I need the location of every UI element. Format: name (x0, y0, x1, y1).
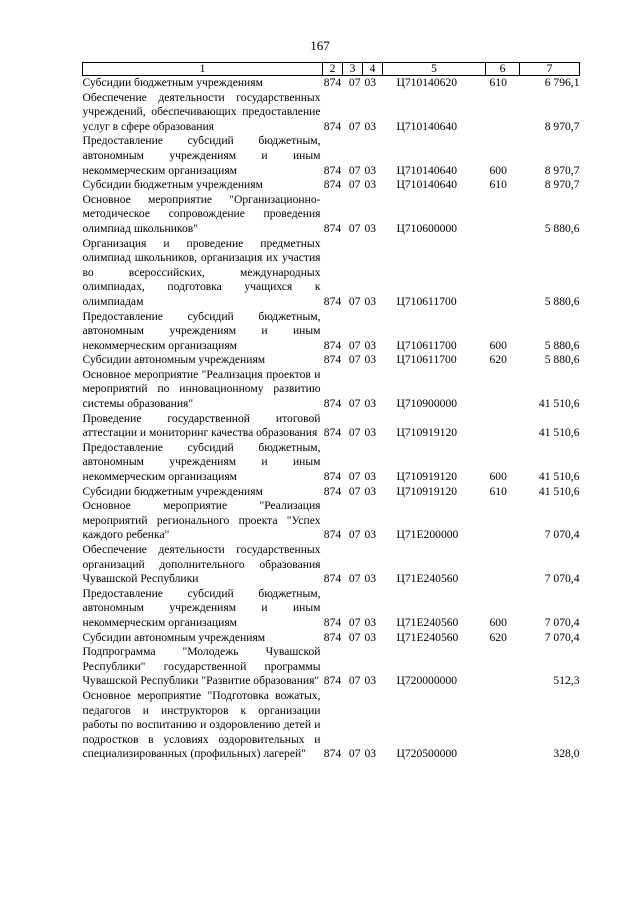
section-code: 07 (348, 528, 361, 542)
target-article-code: Ц710611700 (396, 353, 457, 367)
subsection-code: 03 (364, 353, 377, 367)
table-row (83, 543, 580, 587)
section-code: 07 (348, 163, 361, 177)
subsection-code: 03 (364, 674, 377, 688)
row-name: Основное мероприятие "Реализация проектов и мероприятий по инновационному развитию системы образования" (82, 367, 321, 411)
column-number-header: 1 (83, 63, 323, 76)
section-code: 07 (348, 674, 361, 688)
subsection-code: 03 (364, 484, 377, 498)
amount: 5 880,6 (544, 294, 580, 308)
row-name: Основное мероприятие "Организационно-методическое сопровождение проведения олимпиад школьников" (82, 192, 321, 235)
target-article-code: Ц71Е240560 (396, 572, 459, 586)
table-row (83, 441, 580, 485)
section-code: 07 (348, 426, 361, 440)
table-row (83, 178, 580, 193)
row-name: Основное мероприятие "Реализация мероприятий регионального проекта "Успех каждого ребенка" (82, 499, 321, 542)
ministry-code: 874 (323, 528, 342, 542)
ministry-code: 874 (323, 484, 342, 498)
section-code: 07 (348, 338, 361, 352)
subsection-code: 03 (364, 747, 377, 761)
ministry-code: 874 (323, 353, 342, 367)
ministry-code: 874 (323, 221, 342, 235)
expense-type-code: 600 (489, 338, 507, 352)
expense-type-code (486, 499, 520, 543)
target-article-code: Ц720000000 (396, 674, 458, 688)
table-row (83, 645, 580, 689)
row-name: Проведение государственной итоговой аттестации и мониторинг качества образования (82, 411, 321, 440)
ministry-code: 874 (323, 426, 342, 440)
table-row (83, 485, 580, 500)
row-name: Субсидии бюджетным учреждениям (82, 484, 263, 498)
page-number: 167 (310, 38, 330, 53)
ministry-code: 874 (323, 747, 342, 761)
target-article-code: Ц710919120 (396, 426, 458, 440)
ministry-code: 874 (323, 178, 342, 192)
ministry-code: 874 (323, 674, 342, 688)
table-row (83, 368, 580, 412)
row-name: Субсидии автономным учреждениям (82, 630, 266, 644)
table-body (83, 76, 580, 762)
target-article-code: Ц710140640 (396, 163, 458, 177)
expense-type-code: 610 (489, 484, 507, 498)
subsection-code: 03 (364, 470, 377, 484)
target-article-code: Ц710919120 (396, 470, 458, 484)
expense-type-code (486, 645, 520, 689)
amount: 8 970,7 (544, 178, 580, 192)
expense-type-code (486, 237, 520, 310)
row-name: Субсидии автономным учреждениям (82, 353, 266, 367)
subsection-code: 03 (364, 178, 377, 192)
budget-table (82, 62, 580, 762)
row-name: Субсидии бюджетным учреждениям (82, 76, 263, 89)
amount: 328,0 (553, 747, 580, 761)
subsection-code: 03 (364, 338, 377, 352)
section-code: 07 (348, 615, 361, 629)
subsection-code: 03 (364, 426, 377, 440)
subsection-code: 03 (364, 615, 377, 629)
subsection-code: 03 (364, 76, 377, 89)
subsection-code: 03 (364, 119, 377, 133)
expense-type-code (486, 543, 520, 587)
ministry-code: 874 (323, 338, 342, 352)
column-number-header: 6 (486, 63, 520, 76)
row-name: Обеспечение деятельности государственных учреждений, обеспечивающих предоставление услуг в сфере образования (82, 90, 321, 133)
target-article-code: Ц710140620 (396, 76, 458, 89)
amount: 7 070,4 (544, 630, 580, 644)
amount: 41 510,6 (538, 426, 580, 440)
column-number-header: 5 (383, 63, 486, 76)
expense-type-code (486, 193, 520, 237)
amount: 512,3 (553, 674, 580, 688)
ministry-code: 874 (323, 163, 342, 177)
section-code: 07 (348, 470, 361, 484)
expense-type-code (486, 91, 520, 135)
target-article-code: Ц710140640 (396, 119, 458, 133)
expense-type-code: 620 (489, 353, 507, 367)
ministry-code: 874 (323, 397, 342, 411)
row-name: Предоставление субсидий бюджетным, автономным учреждениям и иным некоммерческим организациям (82, 134, 321, 177)
amount: 5 880,6 (544, 221, 580, 235)
section-code: 07 (348, 119, 361, 133)
row-name: Предоставление субсидий бюджетным, автономным учреждениям и иным некоммерческим организациям (82, 309, 321, 352)
ministry-code: 874 (323, 119, 342, 133)
subsection-code: 03 (364, 221, 377, 235)
section-code: 07 (348, 397, 361, 411)
ministry-code: 874 (323, 470, 342, 484)
section-code: 07 (348, 294, 361, 308)
section-code: 07 (348, 221, 361, 235)
ministry-code: 874 (323, 572, 342, 586)
target-article-code: Ц71Е200000 (396, 528, 459, 542)
section-code: 07 (348, 630, 361, 644)
section-code: 07 (348, 76, 361, 89)
table-row (83, 631, 580, 646)
table-row (83, 353, 580, 368)
amount: 41 510,6 (538, 397, 580, 411)
section-code: 07 (348, 484, 361, 498)
amount: 7 070,4 (544, 528, 580, 542)
expense-type-code (486, 412, 520, 441)
amount: 8 970,7 (544, 163, 580, 177)
expense-type-code: 600 (489, 163, 507, 177)
table-row (83, 134, 580, 178)
row-name: Предоставление субсидий бюджетным, автономным учреждениям и иным некоммерческим организациям (82, 440, 321, 484)
amount: 41 510,6 (538, 484, 580, 498)
subsection-code: 03 (364, 528, 377, 542)
section-code: 07 (348, 747, 361, 761)
ministry-code: 874 (323, 615, 342, 629)
table-row (83, 499, 580, 543)
table-row (83, 193, 580, 237)
target-article-code: Ц710600000 (396, 221, 458, 235)
row-name: Подпрограмма "Молодежь Чувашской Республики" государственной программы Чувашской Республики "Развитие образования" (82, 645, 321, 688)
amount: 41 510,6 (538, 470, 580, 484)
target-article-code: Ц710900000 (396, 397, 458, 411)
expense-type-code: 610 (489, 178, 507, 192)
expense-type-code (486, 689, 520, 762)
target-article-code: Ц71Е240560 (396, 615, 459, 629)
ministry-code: 874 (323, 294, 342, 308)
section-code: 07 (348, 572, 361, 586)
amount: 8 970,7 (544, 119, 580, 133)
table-row (83, 76, 580, 91)
amount: 5 880,6 (544, 353, 580, 367)
ministry-code: 874 (323, 76, 342, 89)
expense-type-code: 610 (489, 76, 507, 89)
table-row (83, 310, 580, 354)
column-number-header: 2 (323, 63, 343, 76)
target-article-code: Ц710611700 (396, 294, 457, 308)
subsection-code: 03 (364, 397, 377, 411)
expense-type-code: 600 (489, 470, 507, 484)
column-number-row (83, 63, 580, 76)
target-article-code: Ц71Е240560 (396, 630, 459, 644)
row-name: Основное мероприятие "Подготовка вожатых, педагогов и инструкторов к организации работы по воспитанию и оздоровлению детей и подростков в условиях оздоровительных и специализированных (профильных) лагерей" (82, 688, 321, 761)
row-name: Предоставление субсидий бюджетным, автономным учреждениям и иным некоммерческим организациям (82, 586, 321, 629)
target-article-code: Ц720500000 (396, 747, 458, 761)
table-row (83, 587, 580, 631)
expense-type-code: 600 (489, 615, 507, 629)
column-number-header: 3 (343, 63, 363, 76)
amount: 6 796,1 (544, 76, 580, 89)
subsection-code: 03 (364, 630, 377, 644)
table-row (83, 689, 580, 762)
amount: 7 070,4 (544, 572, 580, 586)
section-code: 07 (348, 353, 361, 367)
row-name: Субсидии бюджетным учреждениям (82, 178, 263, 192)
table-row (83, 412, 580, 441)
table-row (83, 91, 580, 135)
subsection-code: 03 (364, 163, 377, 177)
row-name: Организация и проведение предметных олимпиад школьников, организация их участия во всероссийских, международных олимпиадах, подготовка учащихся к олимпиадам (82, 236, 321, 308)
column-number-header: 7 (520, 63, 580, 76)
row-name: Обеспечение деятельности государственных организаций дополнительного образования Чувашской Республики (82, 543, 321, 586)
subsection-code: 03 (364, 294, 377, 308)
subsection-code: 03 (364, 572, 377, 586)
target-article-code: Ц710919120 (396, 484, 458, 498)
expense-type-code (486, 368, 520, 412)
ministry-code: 874 (323, 630, 342, 644)
amount: 7 070,4 (544, 615, 580, 629)
table-row (83, 237, 580, 310)
section-code: 07 (348, 178, 361, 192)
target-article-code: Ц710140640 (396, 178, 458, 192)
expense-type-code: 620 (489, 630, 507, 644)
column-number-header: 4 (363, 63, 383, 76)
amount: 5 880,6 (544, 338, 580, 352)
target-article-code: Ц710611700 (396, 338, 457, 352)
